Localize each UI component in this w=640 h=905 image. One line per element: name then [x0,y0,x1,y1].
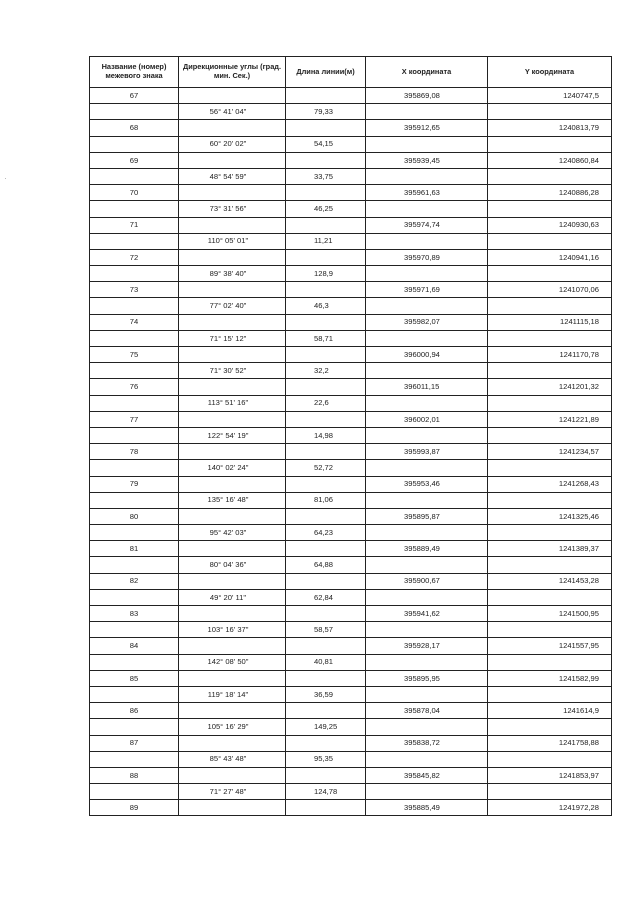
point-name-cell [90,201,179,217]
bearing-cell [179,800,286,816]
y-coordinate-cell [488,168,612,184]
bearing-cell: 142° 08' 50" [179,654,286,670]
bearing-cell [179,541,286,557]
line-length-cell: 58,57 [286,622,366,638]
line-length-cell [286,800,366,816]
point-name-cell [90,686,179,702]
x-coordinate-cell [366,622,488,638]
bearing-cell: 77° 02' 40" [179,298,286,314]
table-row [90,751,612,767]
bearing-cell: 71° 27' 48" [179,784,286,800]
x-coordinate-cell: 395928,17 [366,638,488,654]
header-point-name: Название (номер) межевого знака [90,57,179,88]
bearing-cell [179,573,286,589]
bearing-cell [179,735,286,751]
table-row [90,330,612,346]
line-length-cell: 149,25 [286,719,366,735]
table-row [90,573,612,589]
bearing-cell [179,606,286,622]
line-length-cell: 64,88 [286,557,366,573]
y-coordinate-cell [488,363,612,379]
boundary-coordinates-table [89,56,612,816]
point-name-cell [90,751,179,767]
y-coordinate-cell [488,201,612,217]
y-coordinate-cell [488,460,612,476]
point-name-cell: 73 [90,282,179,298]
point-name-cell [90,136,179,152]
x-coordinate-cell [366,751,488,767]
bearing-cell: 71° 15' 12" [179,330,286,346]
line-length-cell: 46,25 [286,201,366,217]
y-coordinate-cell [488,784,612,800]
table-row [90,541,612,557]
y-coordinate-cell [488,686,612,702]
bearing-cell [179,120,286,136]
bearing-cell: 85° 43' 48" [179,751,286,767]
table-row [90,686,612,702]
x-coordinate-cell [366,719,488,735]
line-length-cell [286,767,366,783]
line-length-cell [286,508,366,524]
y-coordinate-cell: 1241170,78 [488,347,612,363]
bearing-cell [179,249,286,265]
x-coordinate-cell: 396011,15 [366,379,488,395]
bearing-cell: 119° 18' 14" [179,686,286,702]
x-coordinate-cell: 395838,72 [366,735,488,751]
y-coordinate-cell [488,266,612,282]
line-length-cell [286,606,366,622]
x-coordinate-cell [366,427,488,443]
table-row [90,508,612,524]
y-coordinate-cell [488,654,612,670]
line-length-cell [286,379,366,395]
x-coordinate-cell: 395970,89 [366,249,488,265]
bearing-cell: 60° 20' 02" [179,136,286,152]
y-coordinate-cell: 1240886,28 [488,185,612,201]
table-row [90,266,612,282]
line-length-cell [286,88,366,104]
table-row [90,492,612,508]
line-length-cell [286,347,366,363]
y-coordinate-cell: 1241614,9 [488,703,612,719]
point-name-cell [90,492,179,508]
point-name-cell: 72 [90,249,179,265]
scan-speck [5,178,6,179]
line-length-cell: 95,35 [286,751,366,767]
table-row [90,168,612,184]
x-coordinate-cell: 395961,63 [366,185,488,201]
line-length-cell: 14,98 [286,427,366,443]
bearing-cell [179,411,286,427]
line-length-cell [286,185,366,201]
bearing-cell [179,444,286,460]
point-name-cell [90,622,179,638]
x-coordinate-cell: 395895,87 [366,508,488,524]
line-length-cell [286,411,366,427]
y-coordinate-cell: 1241325,46 [488,508,612,524]
y-coordinate-cell: 1241500,95 [488,606,612,622]
point-name-cell: 88 [90,767,179,783]
x-coordinate-cell: 395878,04 [366,703,488,719]
point-name-cell [90,460,179,476]
x-coordinate-cell: 396002,01 [366,411,488,427]
table-row [90,120,612,136]
line-length-cell: 46,3 [286,298,366,314]
y-coordinate-cell [488,395,612,411]
bearing-cell: 113° 51' 16" [179,395,286,411]
point-name-cell: 81 [90,541,179,557]
point-name-cell: 71 [90,217,179,233]
y-coordinate-cell: 1241201,32 [488,379,612,395]
line-length-cell [286,735,366,751]
bearing-cell: 56° 41' 04" [179,104,286,120]
line-length-cell: 124,78 [286,784,366,800]
bearing-cell [179,88,286,104]
x-coordinate-cell: 395971,69 [366,282,488,298]
y-coordinate-cell: 1241972,28 [488,800,612,816]
x-coordinate-cell: 395900,67 [366,573,488,589]
y-coordinate-cell: 1241582,99 [488,670,612,686]
bearing-cell: 73° 31' 56" [179,201,286,217]
y-coordinate-cell [488,136,612,152]
bearing-cell: 71° 30' 52" [179,363,286,379]
line-length-cell: 32,2 [286,363,366,379]
line-length-cell: 128,9 [286,266,366,282]
x-coordinate-cell: 395953,46 [366,476,488,492]
table-row [90,800,612,816]
bearing-cell [179,767,286,783]
y-coordinate-cell: 1241557,95 [488,638,612,654]
header-y-coordinate: Y координата [488,57,612,88]
bearing-cell: 110° 05' 01" [179,233,286,249]
header-line-length: Длина линии(м) [286,57,366,88]
table-row [90,444,612,460]
table-row [90,249,612,265]
table-row [90,298,612,314]
y-coordinate-cell: 1241758,88 [488,735,612,751]
point-name-cell [90,168,179,184]
table-row [90,460,612,476]
line-length-cell [286,217,366,233]
line-length-cell [286,703,366,719]
point-name-cell: 83 [90,606,179,622]
table-row [90,217,612,233]
x-coordinate-cell: 395885,49 [366,800,488,816]
x-coordinate-cell [366,557,488,573]
bearing-cell: 122° 54' 19" [179,427,286,443]
x-coordinate-cell [366,395,488,411]
bearing-cell: 80° 04' 36" [179,557,286,573]
table-row [90,622,612,638]
line-length-cell [286,314,366,330]
bearing-cell: 89° 38' 40" [179,266,286,282]
line-length-cell [286,152,366,168]
table-row [90,670,612,686]
x-coordinate-cell: 395845,82 [366,767,488,783]
line-length-cell: 79,33 [286,104,366,120]
x-coordinate-cell: 395912,65 [366,120,488,136]
bearing-cell: 103° 16' 37" [179,622,286,638]
bearing-cell [179,282,286,298]
y-coordinate-cell [488,622,612,638]
table-row [90,379,612,395]
point-name-cell: 80 [90,508,179,524]
line-length-cell [286,573,366,589]
line-length-cell: 64,23 [286,525,366,541]
line-length-cell: 33,75 [286,168,366,184]
table-row [90,638,612,654]
table-row [90,136,612,152]
x-coordinate-cell: 395974,74 [366,217,488,233]
table-row [90,282,612,298]
point-name-cell [90,654,179,670]
x-coordinate-cell [366,330,488,346]
table-row [90,314,612,330]
line-length-cell [286,249,366,265]
y-coordinate-cell [488,330,612,346]
table-header-row [90,57,612,88]
x-coordinate-cell: 395993,87 [366,444,488,460]
y-coordinate-cell: 1240813,79 [488,120,612,136]
y-coordinate-cell: 1240941,16 [488,249,612,265]
table-row [90,767,612,783]
bearing-cell: 135° 16' 48" [179,492,286,508]
line-length-cell [286,670,366,686]
point-name-cell: 78 [90,444,179,460]
point-name-cell [90,298,179,314]
bearing-cell [179,152,286,168]
table-row [90,88,612,104]
x-coordinate-cell: 395939,45 [366,152,488,168]
bearing-cell [179,638,286,654]
point-name-cell: 75 [90,347,179,363]
line-length-cell: 52,72 [286,460,366,476]
point-name-cell [90,427,179,443]
point-name-cell: 76 [90,379,179,395]
x-coordinate-cell [366,298,488,314]
y-coordinate-cell [488,719,612,735]
x-coordinate-cell [366,363,488,379]
bearing-cell [179,508,286,524]
bearing-cell: 95° 42' 03" [179,525,286,541]
x-coordinate-cell [366,686,488,702]
table-row [90,476,612,492]
point-name-cell [90,104,179,120]
bearing-cell [179,670,286,686]
y-coordinate-cell [488,427,612,443]
point-name-cell: 86 [90,703,179,719]
table-row [90,201,612,217]
y-coordinate-cell [488,589,612,605]
line-length-cell [286,444,366,460]
point-name-cell: 77 [90,411,179,427]
y-coordinate-cell: 1241853,97 [488,767,612,783]
table-row [90,654,612,670]
table-row [90,363,612,379]
x-coordinate-cell: 396000,94 [366,347,488,363]
table-row [90,395,612,411]
header-bearing: Дирекционные углы (град. мин. Сек.) [179,57,286,88]
table-row [90,104,612,120]
y-coordinate-cell: 1241453,28 [488,573,612,589]
x-coordinate-cell [366,136,488,152]
point-name-cell [90,589,179,605]
x-coordinate-cell [366,460,488,476]
bearing-cell [179,217,286,233]
y-coordinate-cell: 1241221,89 [488,411,612,427]
x-coordinate-cell [366,201,488,217]
table-row [90,185,612,201]
table-row [90,347,612,363]
y-coordinate-cell: 1241268,43 [488,476,612,492]
y-coordinate-cell: 1240747,5 [488,88,612,104]
point-name-cell [90,719,179,735]
table-row [90,784,612,800]
point-name-cell: 89 [90,800,179,816]
x-coordinate-cell [366,654,488,670]
line-length-cell: 81,06 [286,492,366,508]
x-coordinate-cell: 395889,49 [366,541,488,557]
line-length-cell: 54,15 [286,136,366,152]
table-row [90,703,612,719]
y-coordinate-cell [488,751,612,767]
table-row [90,411,612,427]
bearing-cell [179,703,286,719]
point-name-cell: 74 [90,314,179,330]
x-coordinate-cell: 395982,07 [366,314,488,330]
x-coordinate-cell [366,233,488,249]
point-name-cell: 68 [90,120,179,136]
point-name-cell [90,395,179,411]
bearing-cell: 48° 54' 59" [179,168,286,184]
y-coordinate-cell [488,557,612,573]
y-coordinate-cell [488,104,612,120]
bearing-cell [179,379,286,395]
table-row [90,606,612,622]
y-coordinate-cell: 1241234,57 [488,444,612,460]
bearing-cell [179,347,286,363]
line-length-cell [286,638,366,654]
y-coordinate-cell: 1241389,37 [488,541,612,557]
line-length-cell [286,282,366,298]
x-coordinate-cell [366,104,488,120]
table-row [90,589,612,605]
point-name-cell [90,784,179,800]
point-name-cell: 69 [90,152,179,168]
table-row [90,735,612,751]
y-coordinate-cell [488,298,612,314]
table-row [90,233,612,249]
point-name-cell: 87 [90,735,179,751]
header-x-coordinate: X координата [366,57,488,88]
bearing-cell: 140° 02' 24" [179,460,286,476]
table-row [90,152,612,168]
table-row [90,719,612,735]
x-coordinate-cell [366,525,488,541]
x-coordinate-cell [366,589,488,605]
bearing-cell [179,185,286,201]
table-row [90,557,612,573]
line-length-cell: 11,21 [286,233,366,249]
point-name-cell [90,330,179,346]
line-length-cell: 62,84 [286,589,366,605]
x-coordinate-cell: 395869,08 [366,88,488,104]
y-coordinate-cell: 1241115,18 [488,314,612,330]
point-name-cell [90,525,179,541]
line-length-cell: 36,59 [286,686,366,702]
line-length-cell: 58,71 [286,330,366,346]
y-coordinate-cell [488,525,612,541]
point-name-cell: 70 [90,185,179,201]
x-coordinate-cell [366,492,488,508]
point-name-cell [90,233,179,249]
x-coordinate-cell [366,266,488,282]
point-name-cell [90,363,179,379]
y-coordinate-cell: 1241070,06 [488,282,612,298]
bearing-cell [179,476,286,492]
bearing-cell: 105° 16' 29" [179,719,286,735]
x-coordinate-cell [366,168,488,184]
line-length-cell [286,120,366,136]
table-body [90,88,612,816]
point-name-cell [90,557,179,573]
x-coordinate-cell: 395941,62 [366,606,488,622]
table-row [90,525,612,541]
point-name-cell: 82 [90,573,179,589]
x-coordinate-cell [366,784,488,800]
point-name-cell: 67 [90,88,179,104]
line-length-cell: 22,6 [286,395,366,411]
point-name-cell: 85 [90,670,179,686]
line-length-cell: 40,81 [286,654,366,670]
bearing-cell: 49° 20' 11" [179,589,286,605]
point-name-cell [90,266,179,282]
line-length-cell [286,476,366,492]
bearing-cell [179,314,286,330]
y-coordinate-cell [488,233,612,249]
line-length-cell [286,541,366,557]
y-coordinate-cell [488,492,612,508]
y-coordinate-cell: 1240930,63 [488,217,612,233]
y-coordinate-cell: 1240860,84 [488,152,612,168]
point-name-cell: 79 [90,476,179,492]
table-row [90,427,612,443]
point-name-cell: 84 [90,638,179,654]
x-coordinate-cell: 395895,95 [366,670,488,686]
